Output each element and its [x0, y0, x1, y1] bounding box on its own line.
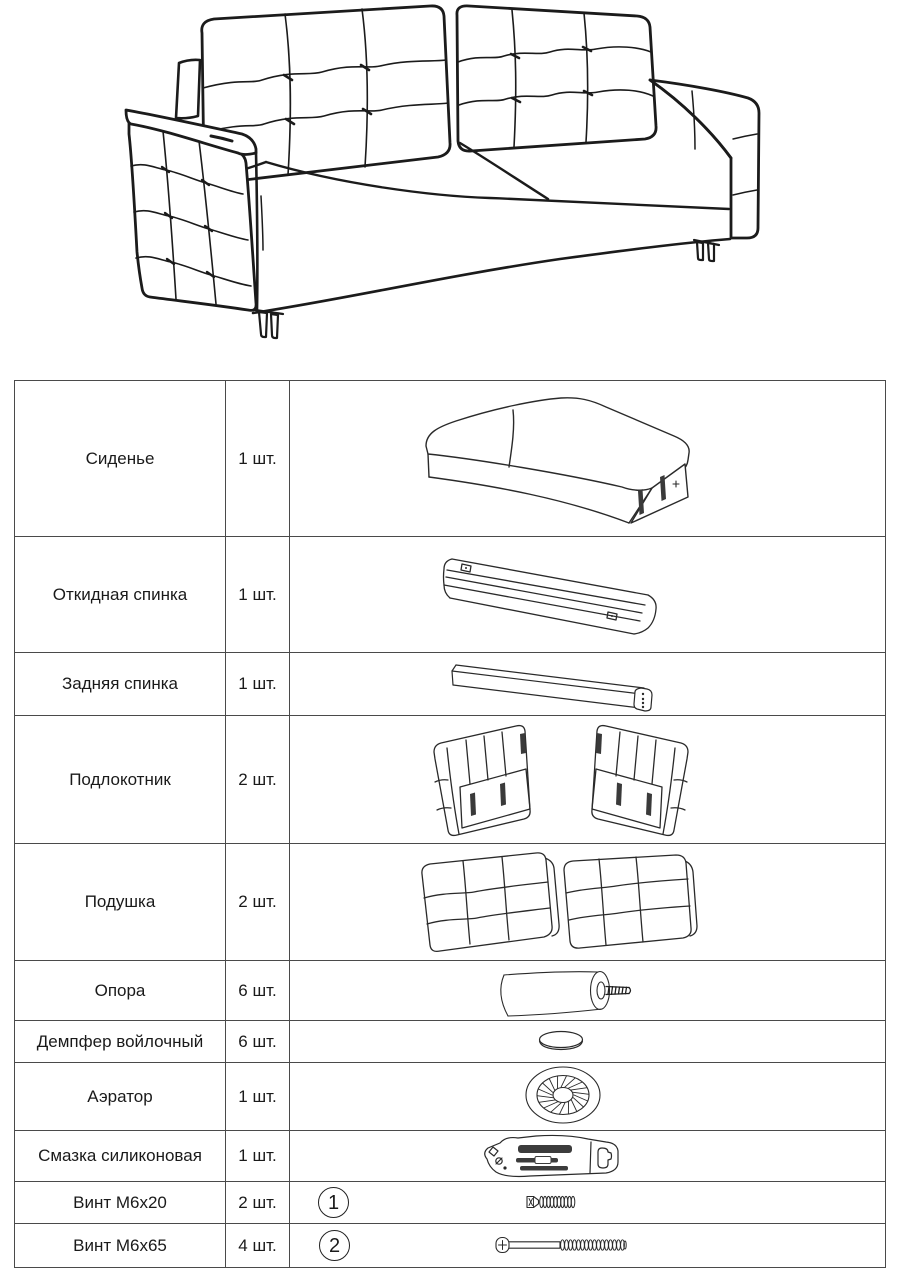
seat-illustration — [290, 381, 885, 536]
part-qty: 2 шт. — [226, 716, 290, 843]
silicone-grease-illustration — [290, 1131, 885, 1181]
part-name: Опора — [15, 961, 226, 1020]
rear-backrest-illustration — [290, 653, 885, 715]
item-number-badge: 2 — [319, 1230, 350, 1261]
part-name: Задняя спинка — [15, 653, 226, 715]
table-row-screw-m6x65 — [15, 1224, 885, 1267]
part-name: Подушка — [15, 844, 226, 960]
table-row-support-leg — [15, 961, 885, 1021]
part-qty: 1 шт. — [226, 381, 290, 536]
table-row-screw-m6x20 — [15, 1182, 885, 1224]
table-row-armrest — [15, 716, 885, 844]
part-qty: 1 шт. — [226, 1063, 290, 1130]
part-name: Аэратор — [15, 1063, 226, 1130]
item-number-badge: 1 — [318, 1187, 349, 1218]
table-row-silicone-grease — [15, 1131, 885, 1182]
part-name: Демпфер войлочный — [15, 1021, 226, 1062]
part-name: Смазка силиконовая — [15, 1131, 226, 1181]
part-qty: 1 шт. — [226, 1131, 290, 1181]
cushion-illustration — [290, 844, 885, 960]
table-row-cushion — [15, 844, 885, 961]
part-name: Подлокотник — [15, 716, 226, 843]
parts-table — [14, 380, 886, 1268]
part-name: Винт М6х20 — [15, 1182, 226, 1223]
sofa-line-drawing-icon — [0, 0, 900, 378]
screw-m6x20-illustration — [290, 1182, 885, 1223]
part-qty: 4 шт. — [226, 1224, 290, 1267]
part-name: Откидная спинка — [15, 537, 226, 652]
part-qty: 1 шт. — [226, 653, 290, 715]
table-row-felt-damper — [15, 1021, 885, 1063]
part-qty: 2 шт. — [226, 1182, 290, 1223]
part-qty: 6 шт. — [226, 1021, 290, 1062]
table-row-aerator — [15, 1063, 885, 1131]
part-name: Винт М6х65 — [15, 1224, 226, 1267]
table-row-seat — [15, 381, 885, 537]
aerator-illustration — [290, 1063, 885, 1130]
part-qty: 6 шт. — [226, 961, 290, 1020]
table-row-folding-backrest — [15, 537, 885, 653]
part-qty: 2 шт. — [226, 844, 290, 960]
support-leg-illustration — [290, 961, 885, 1020]
part-name: Сиденье — [15, 381, 226, 536]
armrest-illustration — [290, 716, 885, 843]
felt-damper-illustration — [290, 1021, 885, 1062]
table-row-rear-backrest — [15, 653, 885, 716]
folding-backrest-illustration — [290, 537, 885, 652]
part-qty: 1 шт. — [226, 537, 290, 652]
sofa-assembled-illustration — [0, 0, 900, 378]
screw-m6x65-illustration — [290, 1224, 885, 1267]
